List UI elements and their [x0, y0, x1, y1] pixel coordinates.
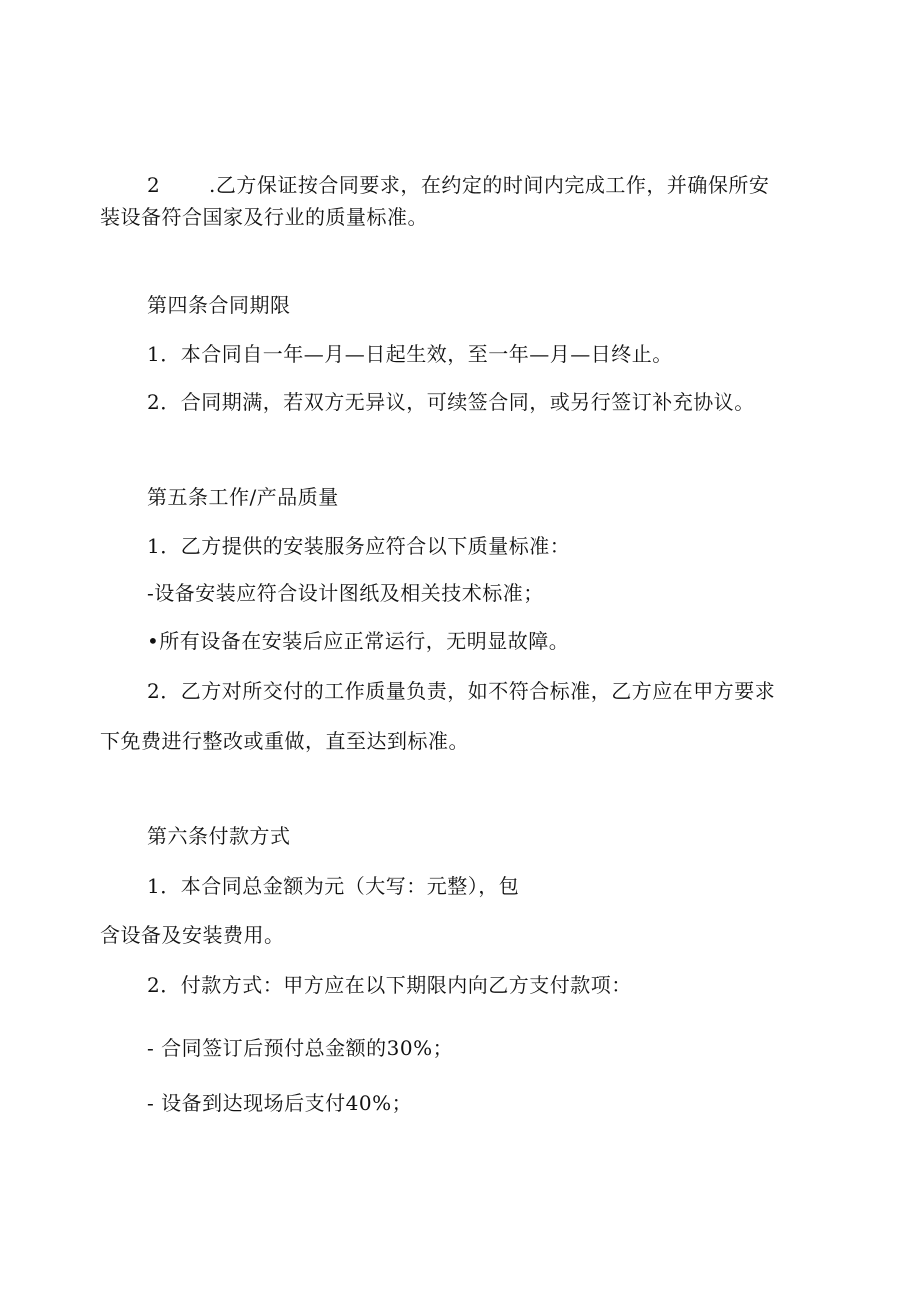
clause5-item1: 1．乙方提供的安装服务应符合以下质量标准： [147, 534, 571, 558]
clause4-item1: 1．本合同自一年—月—日起生效，至一年—月—日终止。 [147, 342, 673, 366]
item-number: 2 [147, 173, 161, 197]
clause5-bullet2: •所有设备在安装后应正常运行，无明显故障。 [147, 629, 570, 653]
clause5-item2-line2: 下免费进行整改或重做，直至达到标准。 [100, 729, 469, 753]
clause3-item2-line1 [147, 172, 769, 198]
clause6-bullet2: - 设备到达现场后支付40%； [147, 1091, 413, 1115]
clause5-item2-line1: 2．乙方对所交付的工作质量负责，如不符合标准，乙方应在甲方要求 [147, 679, 776, 703]
clause6-item1-line1: 1．本合同总金额为元（大写：元整），包 [147, 874, 520, 898]
clause5-bullet1: -设备安装应符合设计图纸及相关技术标准； [147, 581, 544, 605]
clause3-item2-line2: 装设备符合国家及行业的质量标准。 [100, 205, 428, 229]
clause5-heading: 第五条工作/产品质量 [147, 485, 339, 509]
clause6-heading: 第六条付款方式 [147, 824, 291, 848]
clause4-item2: 2．合同期满，若双方无异议，可续签合同，或另行签订补充协议。 [147, 390, 755, 414]
clause6-item1-line2: 含设备及安装费用。 [100, 923, 285, 947]
clause6-bullet1: - 合同签订后预付总金额的30%； [147, 1036, 454, 1060]
clause4-heading: 第四条合同期限 [147, 293, 291, 317]
clause6-item2: 2．付款方式：甲方应在以下期限内向乙方支付款项： [147, 973, 632, 997]
item-text: .乙方保证按合同要求，在约定的时间内完成工作，并确保所安 [209, 173, 770, 197]
